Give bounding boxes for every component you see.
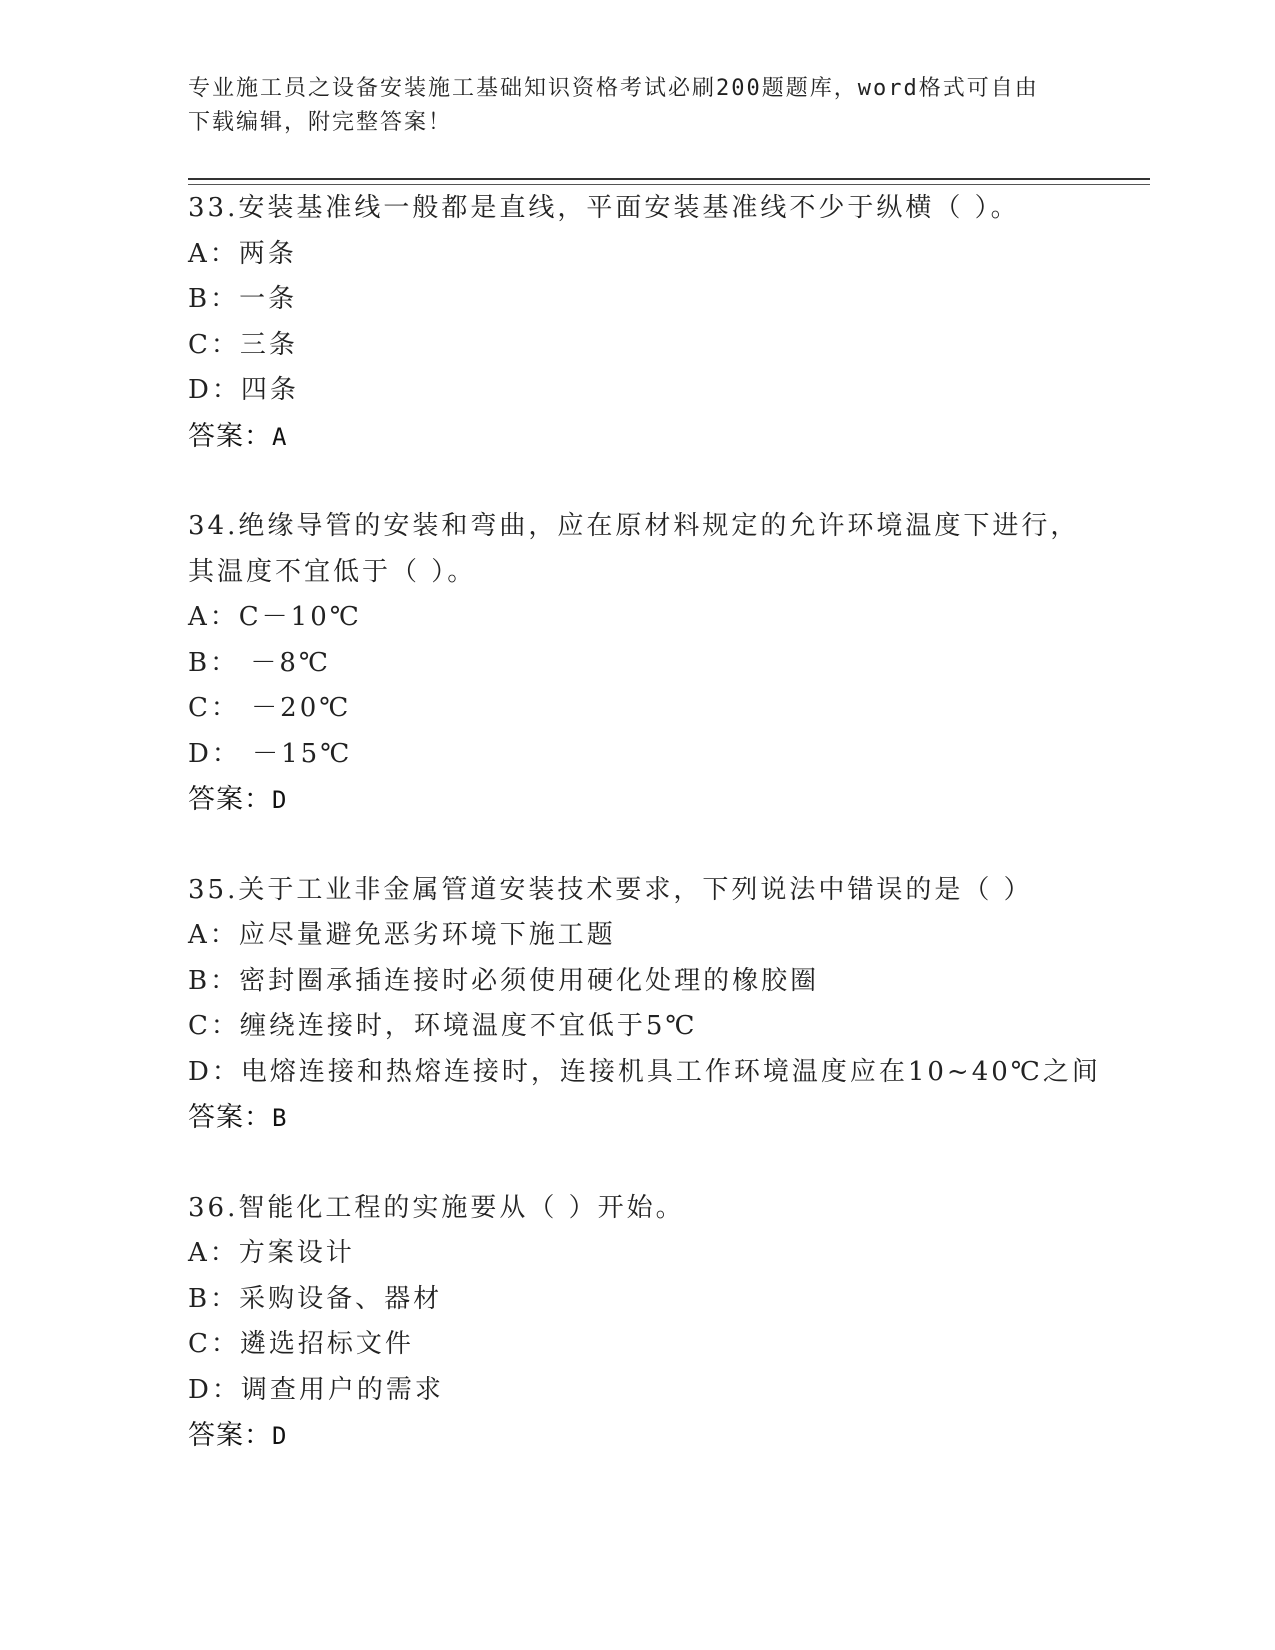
answer-value: D [272,1422,288,1450]
option-b: B：密封圈承插连接时必须使用硬化处理的橡胶圈 [188,965,820,996]
answer-label: 答案： [188,1102,272,1133]
option-d: D：四条 [188,375,299,405]
answer-label: 答案： [188,784,272,815]
option-d: D：电熔连接和热熔连接时，连接机具工作环境温度应在10~40℃之间 [188,1056,1101,1087]
answer-value: A [272,422,288,451]
answer-line [188,414,1150,461]
header-line-2: 下载编辑，附完整答案！ [188,110,453,135]
question-stem: 35.关于工业非金属管道安装技术要求，下列说法中错误的是（ ） [188,874,1033,905]
answer-line [188,1095,1150,1142]
option-a: A：应尽量避免恶劣环境下施工题 [188,920,616,950]
option-b: B： －8℃ [188,647,331,678]
option-a: A：方案设计 [188,1238,355,1268]
option-d: D：调查用户的需求 [188,1374,444,1405]
answer-label: 答案： [188,420,272,452]
option-c: C：三条 [188,329,298,360]
answer-line [188,1413,1150,1460]
header-divider-thin [188,184,1150,185]
option-a: A：C－10℃ [188,602,362,632]
option-d: D： －15℃ [188,738,353,769]
question-stem: 33.安装基准线一般都是直线，平面安装基准线不少于纵横（ ）。 [188,193,1020,223]
answer-label: 答案： [188,1420,272,1451]
question-stem: 36.智能化工程的实施要从（ ）开始。 [188,1192,685,1223]
question-item [188,868,1150,1142]
question-item [188,504,1150,824]
header-line-1: 专业施工员之设备安装施工基础知识资格考试必刷200题题库，word格式可自由 [188,76,1039,101]
question-stem: 34.绝缘导管的安装和弯曲，应在原材料规定的允许环境温度下进行， [188,511,1080,541]
question-item [188,186,1150,460]
option-b: B：一条 [188,284,298,314]
option-a: A：两条 [188,238,297,269]
answer-line [188,777,1150,824]
question-item [188,1186,1150,1460]
option-c: C：遴选招标文件 [188,1329,414,1359]
answer-value: B [272,1104,288,1132]
document-header [188,72,1068,140]
option-b: B：采购设备、器材 [188,1283,443,1314]
option-c: C：缠绕连接时，环境温度不宜低于5℃ [188,1011,698,1041]
option-c: C： －20℃ [188,693,352,723]
header-divider-thick [188,178,1150,180]
question-stem-continued: 其温度不宜低于（ ）。 [188,556,477,587]
question-list [188,186,1150,1504]
answer-value: D [272,786,288,814]
